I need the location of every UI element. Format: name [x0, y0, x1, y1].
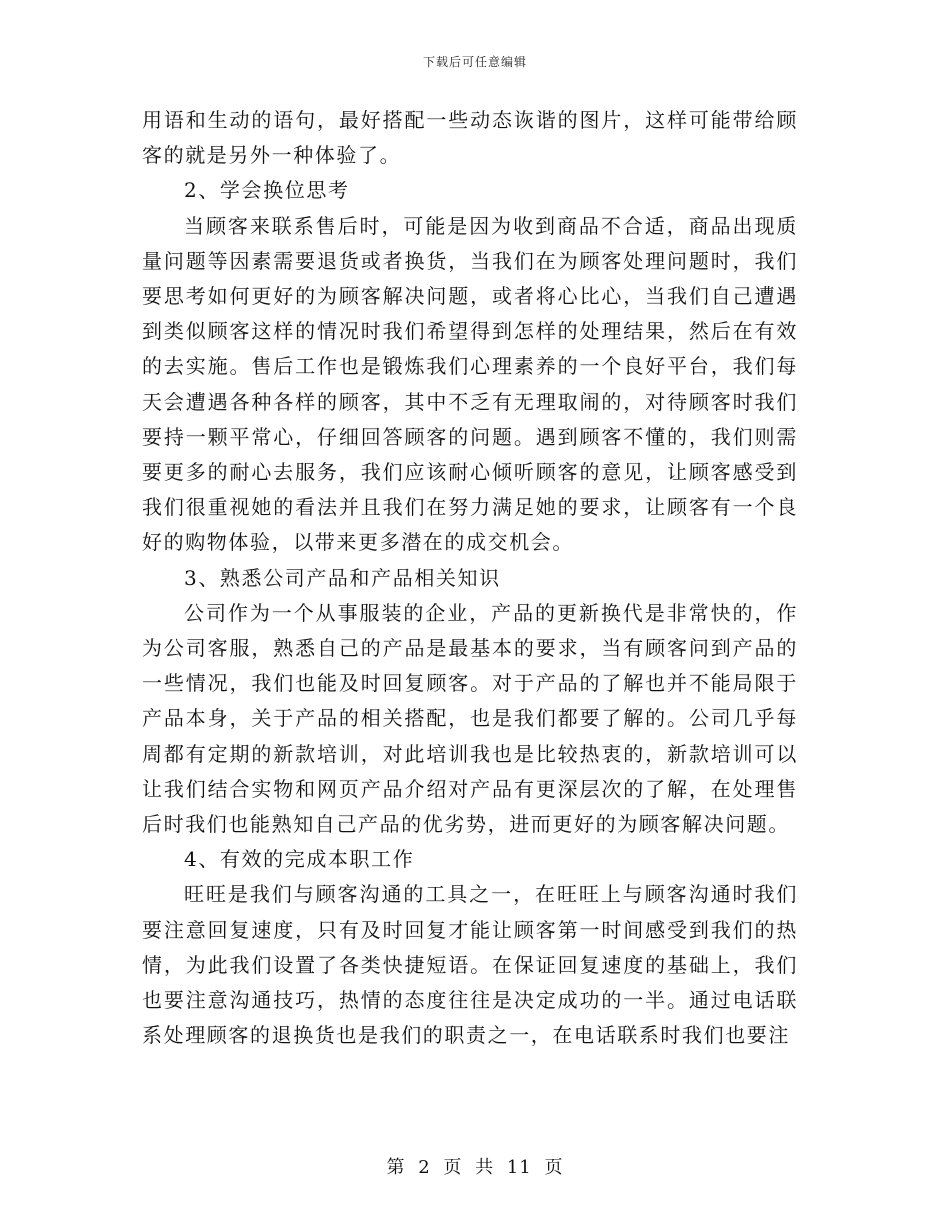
paragraph: 旺旺是我们与顾客沟通的工具之一，在旺旺上与顾客沟通时我们要注意回复速度，只有及时回复才能让顾客第一时间感受到我们的热情，为此我们设置了各类快捷短语。在保证回复速度的基础上，我们也要注意沟通技巧，热情的态度往往是决定成功的一半。通过电话联系处理顾客的退换货也是我们的职责之一，在电话联系时我们也要注: [142, 882, 798, 1048]
section-heading: 3、熟悉公司产品和产品相关知识: [184, 565, 501, 590]
paragraph: 当顾客来联系售后时，可能是因为收到商品不合适，商品出现质量问题等因素需要退货或者换货，当我们在为顾客处理问题时，我们要思考如何更好的为顾客解决问题，或者将心比心，当我们自己遭遇到类似顾客这样的情况时我们希望得到怎样的处理结果，然后在有效的去实施。售后工作也是锻炼我们心理素养的一个良好平台，我们每天会遭遇各种各样的顾客，其中不乏有无理取闹的，对待顾客时我们要持一颗平常心，仔细回答顾客的问题。遇到顾客不懂的，我们则需要更多的耐心去服务，我们应该耐心倾听顾客的意见，让顾客感受到我们很重视她的看法并且我们在努力满足她的要求，让顾客有一个良好的购物体验，以带来更多潜在的成交机会。: [142, 213, 798, 555]
page-header: 下载后可任意编辑: [422, 55, 527, 69]
document-body: [142, 103, 798, 1053]
section-heading: 2、学会换位思考: [184, 178, 350, 203]
section-heading: 4、有效的完成本职工作: [184, 847, 415, 872]
paragraph: 用语和生动的语句，最好搭配一些动态诙谐的图片，这样可能带给顾客的就是另外一种体验了。: [142, 108, 798, 168]
paragraph: 公司作为一个从事服装的企业，产品的更新换代是非常快的，作为公司客服，熟悉自己的产品是最基本的要求，当有顾客问到产品的一些情况，我们也能及时回复顾客。对于产品的了解也并不能局限于产品本身，关于产品的相关搭配，也是我们都要了解的。公司几乎每周都有定期的新款培训，对此培训我也是比较热衷的，新款培训可以让我们结合实物和网页产品介绍对产品有更深层次的了解，在处理售后时我们也能熟知自己产品的优劣势，进而更好的为顾客解决问题。: [142, 600, 798, 837]
page-number-footer: 第 2 页 共 11 页: [386, 1157, 564, 1178]
